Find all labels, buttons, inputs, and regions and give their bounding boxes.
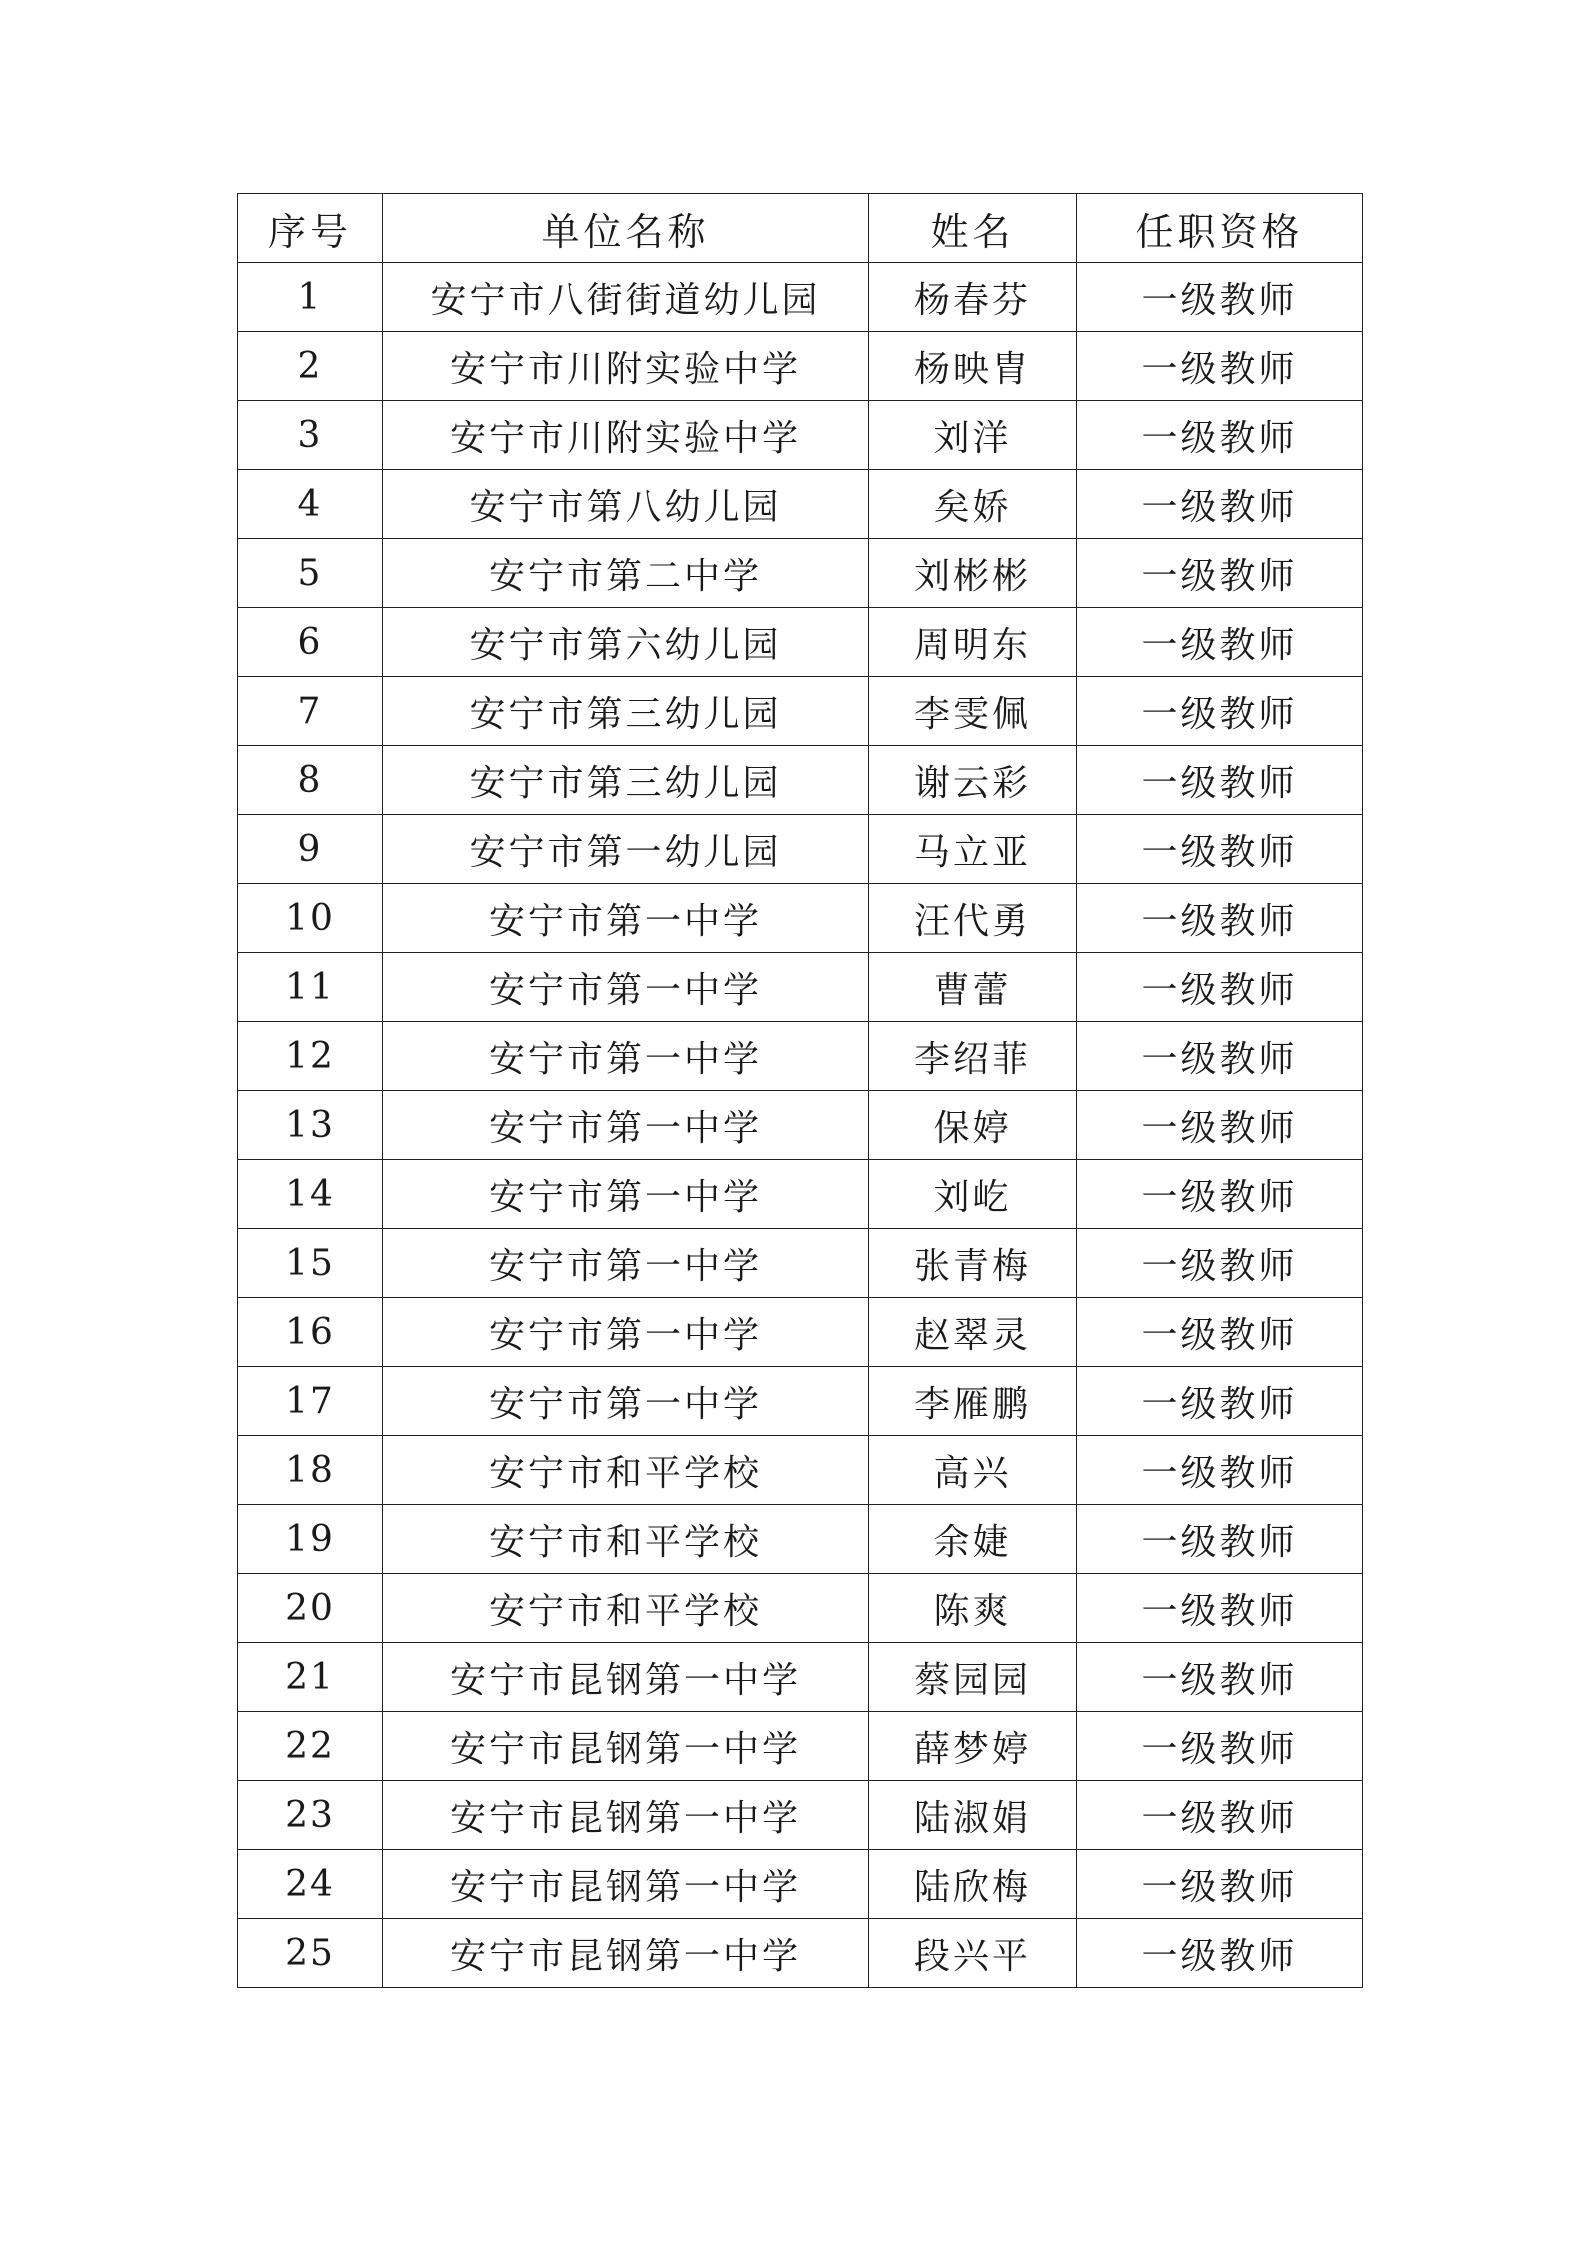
cell-qualification: 一级教师 — [1077, 815, 1363, 884]
cell-unit: 安宁市昆钢第一中学 — [383, 1781, 869, 1850]
cell-unit: 安宁市和平学校 — [383, 1505, 869, 1574]
header-seq: 序号 — [238, 194, 383, 263]
cell-unit: 安宁市第一中学 — [383, 1298, 869, 1367]
cell-qualification: 一级教师 — [1077, 1367, 1363, 1436]
cell-qualification: 一级教师 — [1077, 332, 1363, 401]
cell-unit: 安宁市第二中学 — [383, 539, 869, 608]
cell-unit: 安宁市第一中学 — [383, 884, 869, 953]
cell-qualification: 一级教师 — [1077, 263, 1363, 332]
cell-qualification: 一级教师 — [1077, 1919, 1363, 1988]
cell-qualification: 一级教师 — [1077, 1229, 1363, 1298]
table-row — [238, 746, 1363, 815]
cell-name: 李雯佩 — [869, 677, 1077, 746]
table-row — [238, 815, 1363, 884]
cell-seq: 21 — [238, 1643, 383, 1712]
cell-name: 刘彬彬 — [869, 539, 1077, 608]
cell-name: 赵翠灵 — [869, 1298, 1077, 1367]
cell-name: 周明东 — [869, 608, 1077, 677]
cell-seq: 18 — [238, 1436, 383, 1505]
table-row — [238, 1367, 1363, 1436]
cell-unit: 安宁市第一中学 — [383, 1022, 869, 1091]
cell-seq: 14 — [238, 1160, 383, 1229]
cell-qualification: 一级教师 — [1077, 746, 1363, 815]
cell-seq: 4 — [238, 470, 383, 539]
table-header-row — [238, 194, 1363, 263]
cell-name: 保婷 — [869, 1091, 1077, 1160]
table-row — [238, 884, 1363, 953]
table-row — [238, 1160, 1363, 1229]
cell-name: 矣娇 — [869, 470, 1077, 539]
cell-unit: 安宁市第一中学 — [383, 953, 869, 1022]
cell-seq: 20 — [238, 1574, 383, 1643]
table-row — [238, 608, 1363, 677]
cell-seq: 11 — [238, 953, 383, 1022]
cell-name: 谢云彩 — [869, 746, 1077, 815]
cell-qualification: 一级教师 — [1077, 1850, 1363, 1919]
table-body — [238, 263, 1363, 1988]
table-row — [238, 1574, 1363, 1643]
cell-unit: 安宁市第一中学 — [383, 1091, 869, 1160]
table-row — [238, 1850, 1363, 1919]
cell-seq: 15 — [238, 1229, 383, 1298]
cell-unit: 安宁市第六幼儿园 — [383, 608, 869, 677]
table-row — [238, 539, 1363, 608]
table-row — [238, 1643, 1363, 1712]
table-row — [238, 1436, 1363, 1505]
table-row — [238, 677, 1363, 746]
cell-seq: 17 — [238, 1367, 383, 1436]
cell-qualification: 一级教师 — [1077, 1574, 1363, 1643]
cell-seq: 12 — [238, 1022, 383, 1091]
cell-unit: 安宁市第一幼儿园 — [383, 815, 869, 884]
table-row — [238, 1229, 1363, 1298]
cell-name: 张青梅 — [869, 1229, 1077, 1298]
cell-unit: 安宁市第八幼儿园 — [383, 470, 869, 539]
table-row — [238, 1091, 1363, 1160]
cell-name: 杨映胄 — [869, 332, 1077, 401]
cell-qualification: 一级教师 — [1077, 1022, 1363, 1091]
table-row — [238, 1919, 1363, 1988]
cell-qualification: 一级教师 — [1077, 1781, 1363, 1850]
cell-name: 蔡园园 — [869, 1643, 1077, 1712]
cell-seq: 23 — [238, 1781, 383, 1850]
cell-unit: 安宁市八街街道幼儿园 — [383, 263, 869, 332]
table-row — [238, 1712, 1363, 1781]
cell-seq: 16 — [238, 1298, 383, 1367]
cell-name: 高兴 — [869, 1436, 1077, 1505]
cell-unit: 安宁市第一中学 — [383, 1229, 869, 1298]
cell-unit: 安宁市第三幼儿园 — [383, 746, 869, 815]
cell-name: 刘洋 — [869, 401, 1077, 470]
cell-unit: 安宁市川附实验中学 — [383, 401, 869, 470]
cell-unit: 安宁市昆钢第一中学 — [383, 1919, 869, 1988]
cell-unit: 安宁市川附实验中学 — [383, 332, 869, 401]
cell-qualification: 一级教师 — [1077, 470, 1363, 539]
cell-name: 陆淑娟 — [869, 1781, 1077, 1850]
cell-unit: 安宁市第三幼儿园 — [383, 677, 869, 746]
cell-unit: 安宁市昆钢第一中学 — [383, 1850, 869, 1919]
table-row — [238, 1022, 1363, 1091]
cell-qualification: 一级教师 — [1077, 953, 1363, 1022]
cell-seq: 9 — [238, 815, 383, 884]
cell-qualification: 一级教师 — [1077, 1298, 1363, 1367]
cell-seq: 25 — [238, 1919, 383, 1988]
cell-unit: 安宁市昆钢第一中学 — [383, 1712, 869, 1781]
table-row — [238, 401, 1363, 470]
cell-name: 李雁鹏 — [869, 1367, 1077, 1436]
cell-unit: 安宁市和平学校 — [383, 1574, 869, 1643]
cell-seq: 13 — [238, 1091, 383, 1160]
table-row — [238, 332, 1363, 401]
table-row — [238, 1505, 1363, 1574]
cell-seq: 10 — [238, 884, 383, 953]
cell-qualification: 一级教师 — [1077, 1712, 1363, 1781]
cell-seq: 7 — [238, 677, 383, 746]
cell-name: 陈爽 — [869, 1574, 1077, 1643]
cell-seq: 24 — [238, 1850, 383, 1919]
cell-qualification: 一级教师 — [1077, 401, 1363, 470]
table-row — [238, 470, 1363, 539]
table-row — [238, 1298, 1363, 1367]
cell-qualification: 一级教师 — [1077, 1160, 1363, 1229]
cell-name: 李绍菲 — [869, 1022, 1077, 1091]
cell-name: 余婕 — [869, 1505, 1077, 1574]
cell-name: 曹蕾 — [869, 953, 1077, 1022]
cell-qualification: 一级教师 — [1077, 1643, 1363, 1712]
cell-qualification: 一级教师 — [1077, 1505, 1363, 1574]
cell-seq: 22 — [238, 1712, 383, 1781]
teacher-qualification-table — [237, 193, 1363, 1988]
table-row — [238, 263, 1363, 332]
cell-name: 刘屹 — [869, 1160, 1077, 1229]
cell-unit: 安宁市第一中学 — [383, 1367, 869, 1436]
header-name: 姓名 — [869, 194, 1077, 263]
cell-qualification: 一级教师 — [1077, 1436, 1363, 1505]
cell-seq: 3 — [238, 401, 383, 470]
cell-unit: 安宁市昆钢第一中学 — [383, 1643, 869, 1712]
cell-qualification: 一级教师 — [1077, 1091, 1363, 1160]
cell-qualification: 一级教师 — [1077, 608, 1363, 677]
header-unit: 单位名称 — [383, 194, 869, 263]
cell-seq: 8 — [238, 746, 383, 815]
header-qualification: 任职资格 — [1077, 194, 1363, 263]
cell-name: 杨春芬 — [869, 263, 1077, 332]
cell-name: 汪代勇 — [869, 884, 1077, 953]
cell-seq: 19 — [238, 1505, 383, 1574]
table-row — [238, 1781, 1363, 1850]
cell-name: 薛梦婷 — [869, 1712, 1077, 1781]
cell-seq: 1 — [238, 263, 383, 332]
cell-name: 马立亚 — [869, 815, 1077, 884]
cell-seq: 6 — [238, 608, 383, 677]
table-row — [238, 953, 1363, 1022]
cell-name: 陆欣梅 — [869, 1850, 1077, 1919]
cell-qualification: 一级教师 — [1077, 539, 1363, 608]
cell-unit: 安宁市和平学校 — [383, 1436, 869, 1505]
cell-seq: 2 — [238, 332, 383, 401]
cell-qualification: 一级教师 — [1077, 677, 1363, 746]
cell-seq: 5 — [238, 539, 383, 608]
cell-unit: 安宁市第一中学 — [383, 1160, 869, 1229]
cell-name: 段兴平 — [869, 1919, 1077, 1988]
cell-qualification: 一级教师 — [1077, 884, 1363, 953]
